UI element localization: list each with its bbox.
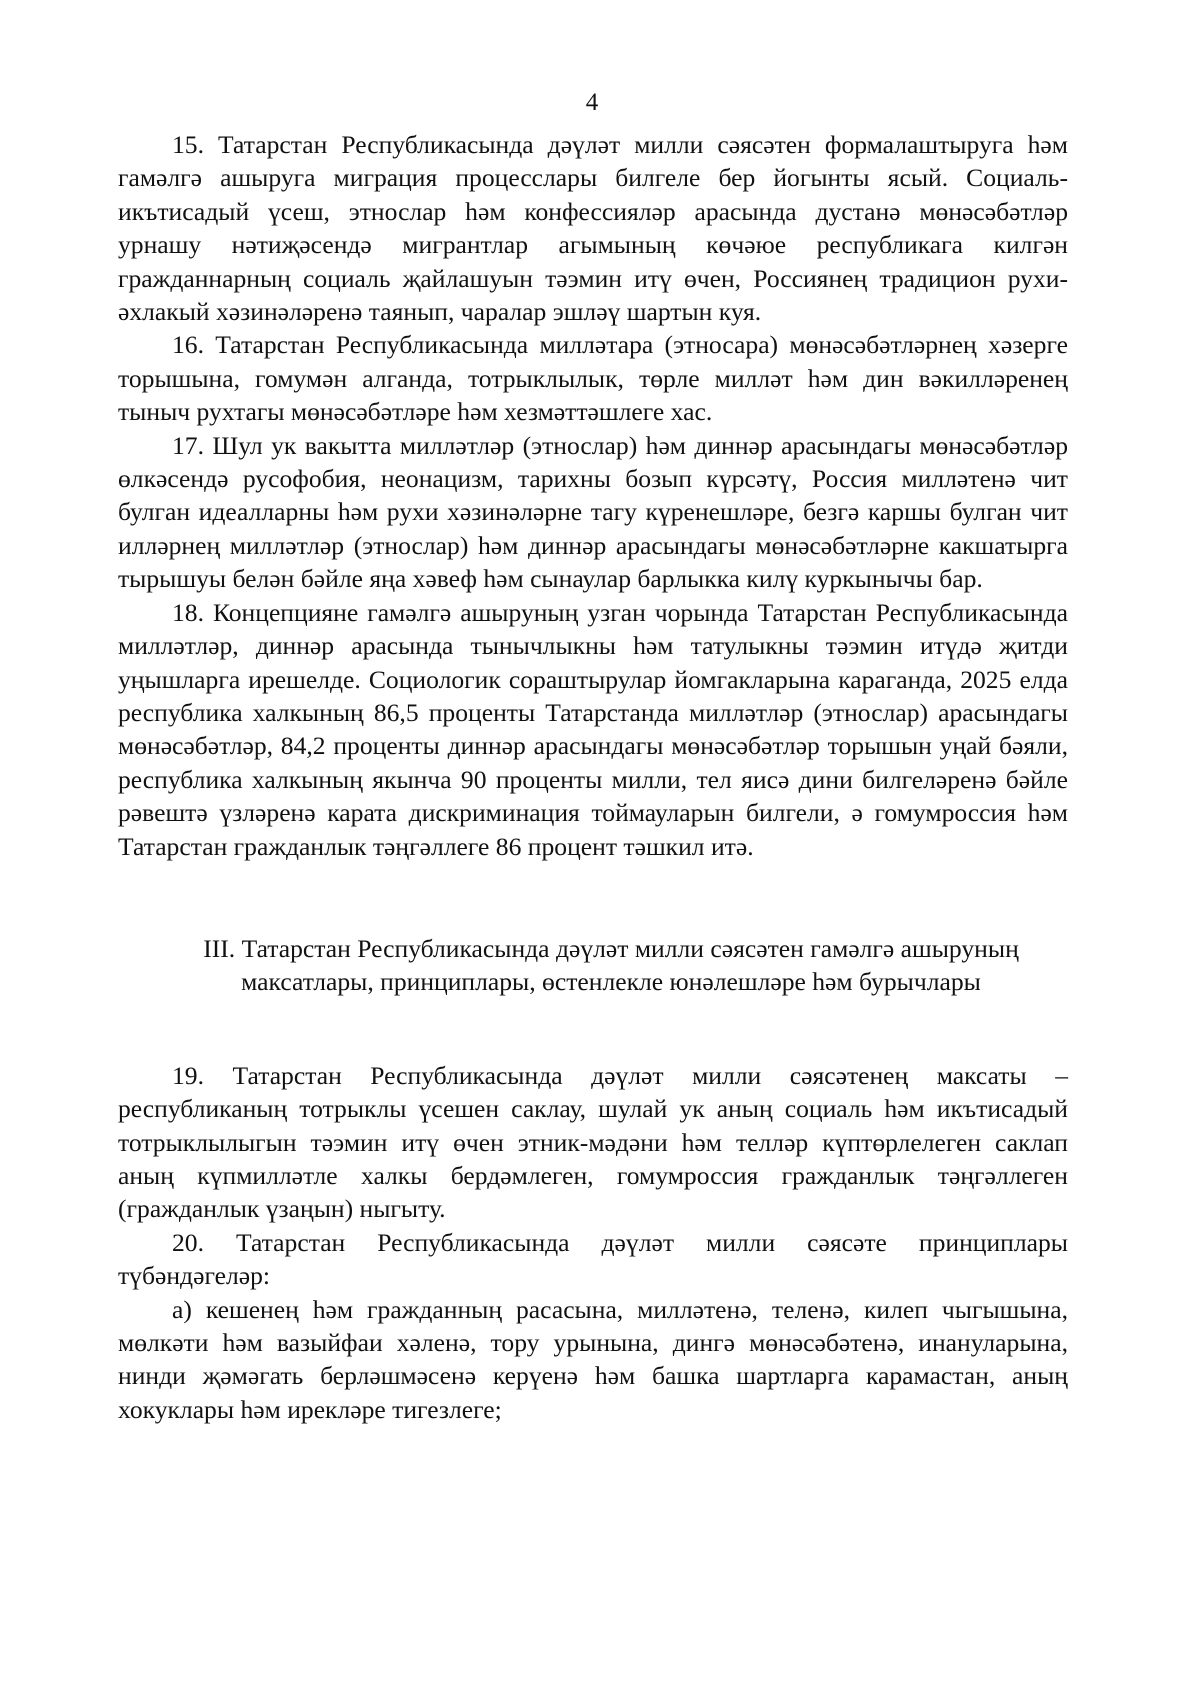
paragraph-20-a: а) кешенең һәм гражданның расасына, милләтенә, теленә, килеп чыгышына, мөлкәти һәм вазыйфаи хәленә, тору урынына, дингә мөнәсәбәтенә, инануларына, нинди җәмәгать берләшмәсенә керүенә һәм башка шартларга карамастан, аның хокуклары һәм ирекләре тигезлеге;	[118, 1294, 1068, 1424]
document-body	[118, 128, 1068, 1426]
section-heading: III. Татарстан Республикасында дәүләт милли сәясәтен гамәлгә ашыруның максатлары, принциплары, өстенлекле юнәлешләре һәм бурычлары	[203, 933, 1019, 997]
paragraph-19: 19. Татарстан Республикасында дәүләт милли сәясәтенең максаты – республиканың тотрыклы үсешен саклау, шулай ук аның социаль һәм икътисадый тотрыклылыгын тәэмин итү өчен этник-мәдәни һәм телләр күптөрлелеген саклап аның күпмилләтле халкы бердәмлеген, гомумроссия гражданлык тәңгәллеген (гражданлык үзаңын) ныгыту.	[118, 1060, 1068, 1224]
page-number: 4	[585, 89, 599, 116]
paragraph-16: 16. Татарстан Республикасында милләтара (этносара) мөнәсәбәтләрнең хәзерге торышына, гомумән алганда, тотрыклылык, төрле милләт һәм дин вәкилләренең тыныч рухтагы мөнәсәбәтләре һәм хезмәттәшлеге хас.	[118, 330, 1068, 427]
paragraph-18: 18. Концепцияне гамәлгә ашыруның узган чорында Татарстан Республикасында милләтләр, диннәр арасында тынычлыкны һәм татулыкны тәэмин итүдә җитди уңышларга ирешелде. Социологик сораштырулар йомгакларына караганда, 2025 елда республика халкының 86,5 проценты Татарстанда милләтләр (этнослар) арасындагы мөнәсәбәтләр, 84,2 проценты диннәр арасындагы мөнәсәбәтләр торышын уңай бәяли, республика халкының якынча 90 проценты милли, тел яисә дини билгеләренә бәйле рәвештә үзләренә карата дискриминация тоймауларын билгели, ә гомумроссия һәм Татарстан гражданлык тәңгәллеге 86 процент тәшкил итә.	[118, 597, 1068, 861]
paragraph-17: 17. Шул ук вакытта милләтләр (этнослар) һәм диннәр арасындагы мөнәсәбәтләр өлкәсендә русофобия, неонацизм, тарихны бозып күрсәтү, Россия милләтенә чит булган идеалларны һәм рухи хәзинәләрне тагу күренешләре, безгә каршы булган чит илләрнең милләтләр (этнослар) һәм диннәр арасындагы мөнәсәбәтләрне какшатырга тырышуы белән бәйле яңа хәвеф һәм сынаулар барлыкка килү куркынычы бар.	[118, 430, 1068, 594]
paragraph-20: 20. Татарстан Республикасында дәүләт милли сәясәте принциплары түбәндәгеләр:	[118, 1227, 1068, 1291]
paragraph-15: 15. Татарстан Республикасында дәүләт милли сәясәтен формалаштыруга һәм гамәлгә ашыруга миграция процесслары билгеле бер йогынты ясый. Социаль-икътисадый үсеш, этнослар һәм конфессияләр арасында дустанә мөнәсәбәтләр урнашу нәтиҗәсендә мигрантлар агымының көчәюе республикага килгән гражданнарның социаль җайлашуын тәэмин итү өчен, Россиянең традицион рухи-әхлакый хәзинәләренә таянып, чаралар эшләү шартын куя.	[118, 130, 1068, 327]
